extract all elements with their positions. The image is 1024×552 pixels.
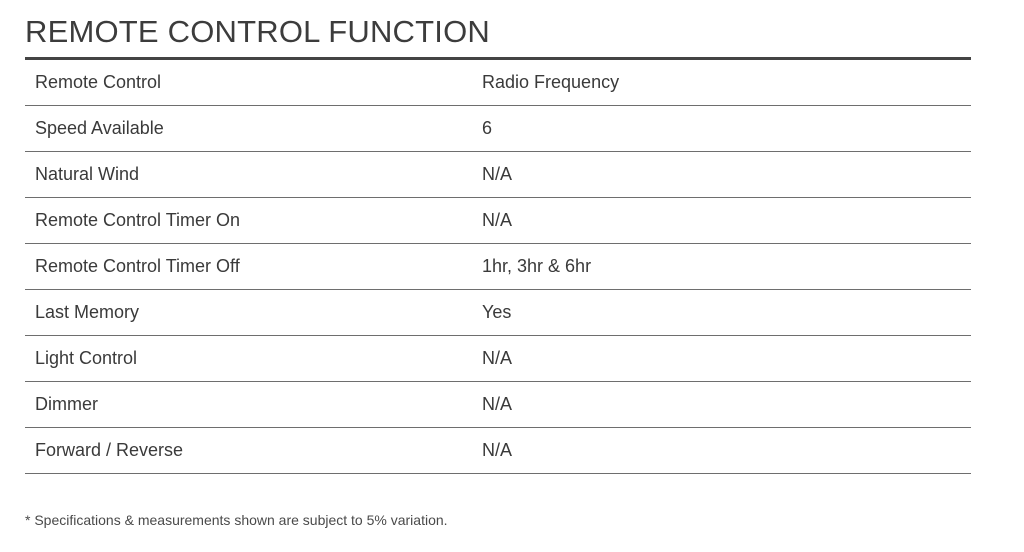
spec-label: Last Memory [35,302,140,322]
spec-value: Radio Frequency [482,72,620,92]
spec-label: Speed Available [35,118,164,138]
spec-value: N/A [482,394,513,414]
spec-value: 1hr, 3hr & 6hr [482,256,592,276]
spec-value: N/A [482,210,513,230]
spec-value: N/A [482,440,513,460]
spec-label: Natural Wind [35,164,140,184]
spec-value: N/A [482,164,513,184]
spec-row-speed-available [25,106,971,152]
spec-label: Remote Control Timer On [35,210,241,230]
spec-row-timer-on [25,198,971,244]
spec-label: Remote Control Timer Off [35,256,240,276]
spec-row-light-control [25,336,971,382]
spec-row-timer-off [25,244,971,290]
spec-row-remote-control [25,60,971,106]
spec-label: Dimmer [35,394,98,414]
spec-row-forward-reverse [25,428,971,474]
spec-label: Forward / Reverse [35,440,184,460]
spec-label: Light Control [35,348,138,368]
spec-row-last-memory [25,290,971,336]
spec-value: N/A [482,348,513,368]
section-title: REMOTE CONTROL FUNCTION [25,14,490,49]
spec-table [25,57,971,474]
spec-value: 6 [482,118,493,138]
spec-value: Yes [482,302,512,322]
spec-row-natural-wind [25,152,971,198]
spec-row-dimmer [25,382,971,428]
footnote: * Specifications & measurements shown are subject to 5% variation. [25,512,448,528]
spec-label: Remote Control [35,72,162,92]
